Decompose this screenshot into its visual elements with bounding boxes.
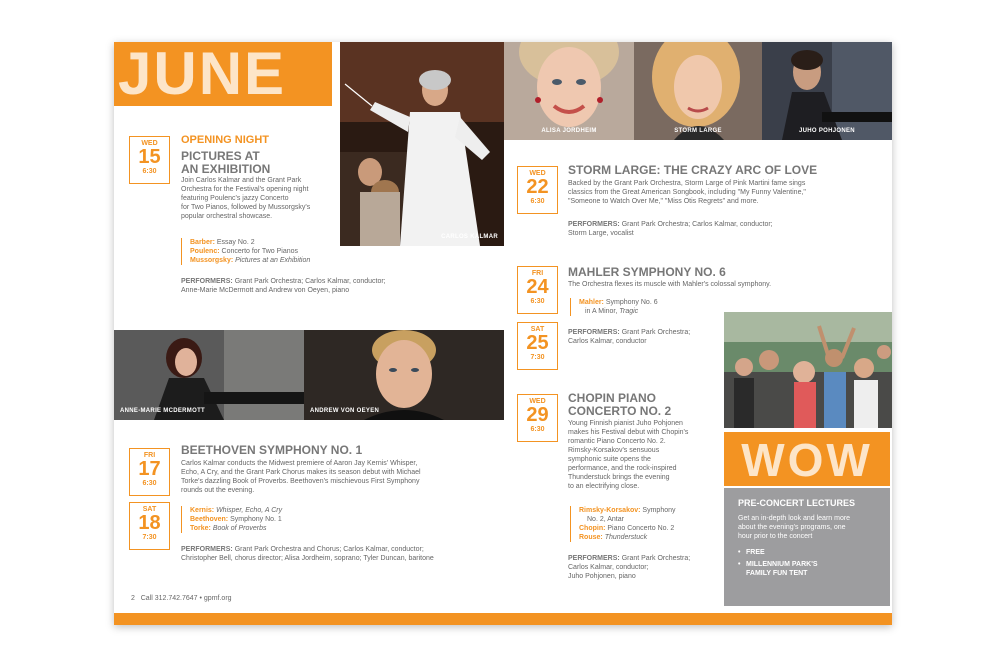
event-title-line1: PICTURES AT — [181, 149, 260, 163]
program-item — [579, 524, 720, 533]
photo-alisa-jordheim — [504, 42, 634, 140]
composer: Beethoven: — [190, 516, 229, 523]
work: Pictures at an Exhibition — [235, 257, 311, 264]
footer-contact: Call 312.742.7647 • gpmf.org — [140, 595, 232, 602]
program-item — [579, 307, 720, 316]
desc-line: makes his Festival debut with Chopin's — [568, 429, 689, 436]
caption-large: STORM LARGE — [674, 128, 722, 134]
program-list-mahler — [570, 298, 720, 316]
work: Piano Concerto No. 2 — [607, 525, 675, 532]
work: No. 2, Antar — [587, 516, 624, 523]
event-opening-night — [181, 134, 336, 221]
event-title: BEETHOVEN SYMPHONY NO. 1 — [181, 443, 363, 457]
desc-line: Echo, A Cry, and the Grant Park Chorus makes its season debut with Michael — [181, 469, 421, 476]
lectures-item-line: • MILLENNIUM PARK'S — [746, 561, 818, 568]
caption-oeyen: ANDREW VON OEYEN — [310, 408, 380, 414]
desc-line: Torke's dazzling Book of Proverbs. Beethoven's mischievous First Symphony — [181, 478, 420, 485]
desc-line: to an electrifying close. — [568, 483, 640, 490]
desc-line: for Two Pianos, followed by Mussorgsky's — [181, 204, 311, 211]
event-description — [568, 419, 718, 491]
composer: Chopin: — [579, 525, 606, 532]
program-list-beethoven — [181, 506, 381, 533]
caption-kalmar: CARLOS KALMAR — [441, 234, 498, 240]
perf-label: PERFORMERS: — [568, 555, 620, 562]
date-day: 29 — [526, 404, 549, 426]
work: in A Minor, — [585, 308, 618, 315]
date-june-17 — [129, 448, 170, 496]
work: Whisper, Echo, A Cry — [216, 507, 283, 514]
lectures-item-tent — [738, 560, 876, 578]
performers-storm — [568, 220, 868, 238]
desc-line: Carlos Kalmar conducts the Midwest premiere of Aaron Jay Kernis' Whisper, — [181, 460, 418, 467]
page-footer — [131, 595, 232, 602]
date-time: 6:30 — [142, 168, 157, 175]
date-time: 6:30 — [142, 480, 157, 487]
performers-chopin — [568, 554, 718, 581]
program-item — [190, 247, 381, 256]
photo-carlos-kalmar — [340, 42, 504, 246]
desc-line: classics from the Great American Songbook, including "My Funny Valentine," — [568, 189, 806, 196]
date-day: 17 — [138, 458, 161, 480]
date-dow: SAT — [142, 506, 157, 513]
date-june-29 — [517, 394, 558, 442]
event-description — [181, 176, 336, 221]
performers-beethoven — [181, 545, 501, 563]
perf-text: Carlos Kalmar, conductor; — [568, 564, 649, 571]
date-day: 18 — [138, 512, 161, 534]
composer: Rouse: — [579, 534, 603, 541]
work-subtitle: Tragic — [619, 308, 639, 315]
caption-jordheim: ALISA JORDHEIM — [541, 128, 597, 134]
date-time: 7:30 — [142, 534, 157, 541]
desc-line: Join Carlos Kalmar and the Grant Park — [181, 177, 302, 184]
event-mahler — [568, 266, 818, 289]
date-dow: FRI — [143, 452, 156, 459]
composer: Rimsky-Korsakov: — [579, 507, 641, 514]
event-title-line2: AN EXHIBITION — [181, 162, 271, 176]
event-title: MAHLER SYMPHONY NO. 6 — [568, 265, 726, 279]
program-item — [579, 515, 720, 524]
program-item — [579, 506, 720, 515]
date-june-22 — [517, 166, 558, 214]
wow-banner: WOW — [724, 430, 890, 486]
event-kicker: OPENING NIGHT — [181, 134, 270, 146]
perf-label: PERFORMERS: — [568, 329, 620, 336]
work: Symphony — [642, 507, 676, 514]
desc-line: performance, and the rock-inspired — [568, 465, 677, 472]
perf-text: Grant Park Orchestra; — [621, 329, 691, 336]
photo-andrew-von-oeyen — [304, 330, 504, 420]
program-item — [190, 506, 381, 515]
perf-text: Grant Park Orchestra and Chorus; Carlos Kalmar, conductor; — [234, 546, 424, 553]
desc-line: "Someone to Watch Over Me," "Miss Otis Regrets" and more. — [568, 198, 759, 205]
perf-label: PERFORMERS: — [568, 221, 620, 228]
program-item — [190, 238, 381, 247]
work: Essay No. 2 — [216, 239, 255, 246]
event-chopin — [568, 392, 718, 491]
month-banner: JUNE — [114, 42, 332, 106]
composer: Mussorgsky: — [190, 257, 234, 264]
program-item — [579, 298, 720, 307]
composer: Poulenc: — [190, 248, 220, 255]
date-june-18 — [129, 502, 170, 550]
date-day: 25 — [526, 332, 549, 354]
lectures-description — [738, 514, 876, 541]
perf-text: Juho Pohjonen, piano — [568, 573, 636, 580]
desc-line: Rimsky-Korsakov's sensuous — [568, 447, 660, 454]
work: Thunderstuck — [604, 534, 648, 541]
desc-line: popular orchestral showcase. — [181, 213, 273, 220]
perf-text: Carlos Kalmar, conductor — [568, 338, 647, 345]
date-day: 24 — [526, 276, 549, 298]
lectures-item-line: FAMILY FUN TENT — [746, 570, 808, 577]
photo-anne-marie-mcdermott — [114, 330, 304, 420]
desc-line: Thunderstuck brings the evening — [568, 474, 670, 481]
bottom-accent-bar — [114, 613, 892, 625]
perf-text: Grant Park Orchestra; Carlos Kalmar, conductor; — [234, 278, 386, 285]
composer: Kernis: — [190, 507, 215, 514]
desc-line: Orchestra for the Festival's opening night — [181, 186, 309, 193]
page-number: 2 — [131, 595, 135, 602]
date-dow: SAT — [530, 326, 545, 333]
composer: Barber: — [190, 239, 215, 246]
program-list-opening — [181, 238, 381, 265]
desc-line: symphonic suite opens the — [568, 456, 651, 463]
work: Concerto for Two Pianos — [221, 248, 299, 255]
event-title-line2: CONCERTO NO. 2 — [568, 404, 672, 418]
brochure-spread — [114, 42, 892, 625]
caption-pohjonen: JUHO POHJONEN — [799, 128, 855, 134]
pre-concert-lectures-box — [724, 488, 890, 606]
program-item — [190, 515, 381, 524]
date-day: 15 — [138, 146, 161, 168]
date-day: 22 — [526, 176, 549, 198]
event-beethoven — [181, 444, 481, 495]
event-description: The Orchestra flexes its muscle with Mahler's colossal symphony. — [568, 281, 772, 288]
performers-mahler — [568, 328, 718, 346]
desc-line: featuring Poulenc's jazzy Concerto — [181, 195, 289, 202]
performers-opening — [181, 277, 431, 295]
perf-text: Grant Park Orchestra; Carlos Kalmar, conductor; — [621, 221, 773, 228]
perf-label: PERFORMERS: — [181, 278, 233, 285]
date-time: 6:30 — [530, 198, 545, 205]
date-june-15 — [129, 136, 170, 184]
composer: Mahler: — [579, 299, 604, 306]
desc-line: Backed by the Grant Park Orchestra, Storm Large of Pink Martini fame sings — [568, 180, 806, 187]
desc-line: romantic Piano Concerto No. 2. — [568, 438, 666, 445]
date-time: 6:30 — [530, 426, 545, 433]
composer: Torke: — [190, 525, 211, 532]
photo-storm-large — [634, 42, 762, 140]
work: Book of Proverbs — [212, 525, 267, 532]
date-dow: WED — [529, 398, 546, 405]
lectures-title: PRE-CONCERT LECTURES — [738, 498, 856, 508]
program-item — [190, 256, 381, 265]
perf-text: Anne-Marie McDermott and Andrew von Oeyen, piano — [181, 287, 350, 294]
program-item — [190, 524, 381, 533]
perf-text: Grant Park Orchestra; — [621, 555, 691, 562]
perf-text: Storm Large, vocalist — [568, 230, 634, 237]
date-time: 7:30 — [530, 354, 545, 361]
date-time: 6:30 — [530, 298, 545, 305]
desc-line: rounds out the evening. — [181, 487, 255, 494]
caption-mcdermott: ANNE-MARIE MCDERMOTT — [120, 408, 205, 414]
date-june-25 — [517, 322, 558, 370]
program-item — [579, 533, 720, 542]
perf-text: Christopher Bell, chorus director; Alisa Jordheim, soprano; Tyler Duncan, baritone — [181, 555, 434, 562]
desc-line: Young Finnish pianist Juho Pohjonen — [568, 420, 683, 427]
lectures-item-free: • FREE — [738, 548, 876, 557]
perf-label: PERFORMERS: — [181, 546, 233, 553]
date-june-24 — [517, 266, 558, 314]
date-dow: WED — [529, 170, 546, 177]
event-title: STORM LARGE: THE CRAZY ARC OF LOVE — [568, 163, 818, 177]
date-dow: WED — [141, 140, 158, 147]
photo-crowd — [724, 312, 892, 428]
work: Symphony No. 1 — [230, 516, 282, 523]
date-dow: FRI — [531, 270, 544, 277]
lectures-line: about the evening's programs, one — [738, 524, 846, 531]
work: Symphony No. 6 — [605, 299, 658, 306]
event-title-line1: CHOPIN PIANO — [568, 391, 657, 405]
lectures-line: Get an in-depth look and learn more — [738, 515, 851, 522]
lectures-line: hour prior to the concert — [738, 533, 813, 540]
event-description — [181, 459, 481, 495]
event-storm-large — [568, 164, 888, 206]
event-description — [568, 179, 888, 206]
program-list-chopin — [570, 506, 720, 542]
photo-juho-pohjonen — [762, 42, 892, 140]
